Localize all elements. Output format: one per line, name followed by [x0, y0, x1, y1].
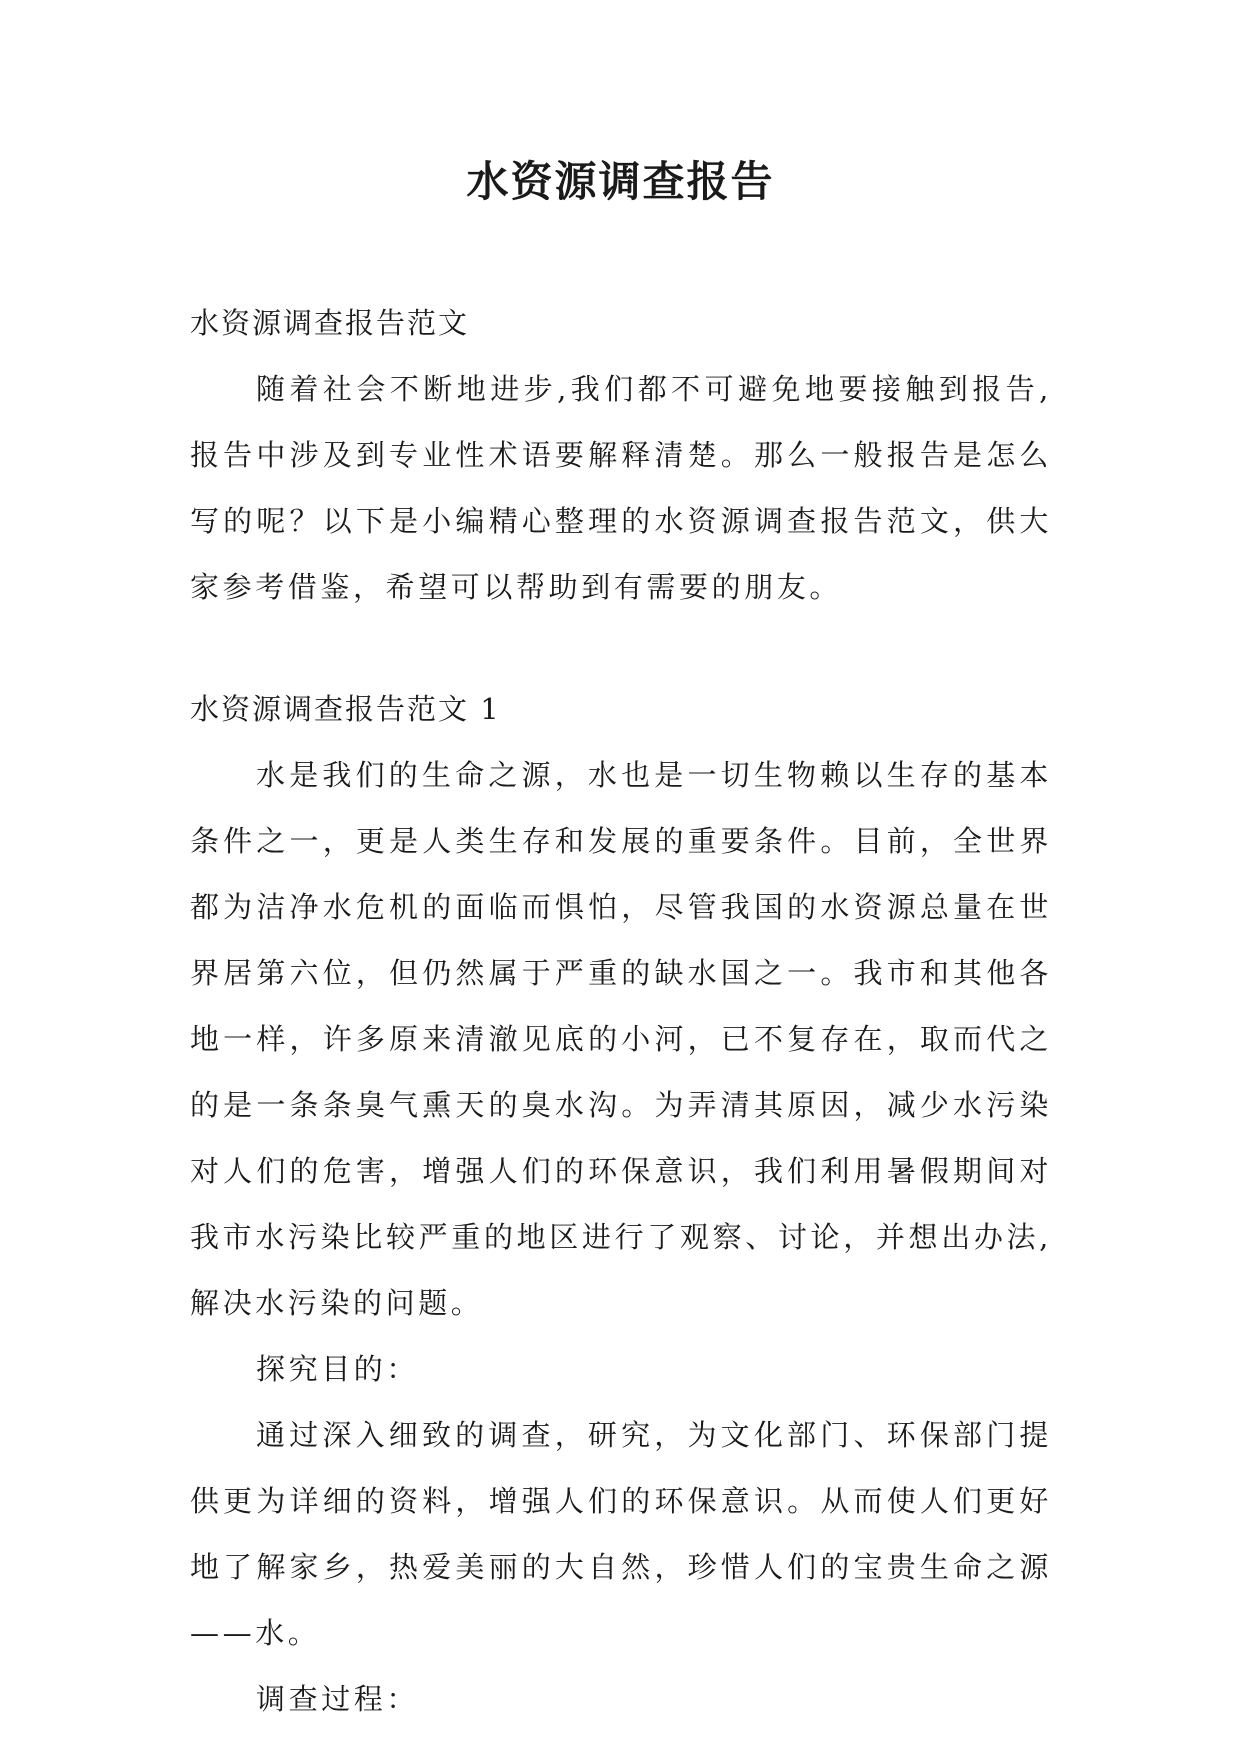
purpose-label: 探究目的：	[256, 1352, 420, 1386]
document-body	[190, 290, 1052, 1732]
intro-paragraph: 随着社会不断地进步,我们都不可避免地要接触到报告,报告中涉及到专业性术语要解释清楚。那么一般报告是怎么写的呢？以下是小编精心整理的水资源调查报告范文，供大家参考借鉴，希望可以帮助到有需要的朋友。	[190, 372, 1052, 604]
purpose-paragraph: 通过深入细致的调查，研究，为文化部门、环保部门提供更为详细的资料，增强人们的环保意识。从而使人们更好地了解家乡，热爱美丽的大自然，珍惜人们的宝贵生命之源——水。	[190, 1418, 1052, 1650]
section1-paragraph: 水是我们的生命之源，水也是一切生物赖以生存的基本条件之一，更是人类生存和发展的重要条件。目前，全世界都为洁净水危机的面临而惧怕，尽管我国的水资源总量在世界居第六位，但仍然属于严重的缺水国之一。我市和其他各地一样，许多原来清澈见底的小河，已不复存在，取而代之的是一条条臭气熏天的臭水沟。为弄清其原因，减少水污染对人们的危害，增强人们的环保意识，我们利用暑假期间对我市水污染比较严重的地区进行了观察、讨论，并想出办法,解决水污染的问题。	[190, 758, 1052, 1320]
section1-heading: 水资源调查报告范文 1	[190, 692, 501, 726]
section-spacer	[190, 620, 1052, 676]
document-title: 水资源调查报告	[466, 157, 775, 206]
intro-heading: 水资源调查报告范文	[190, 306, 470, 340]
process-label: 调查过程：	[256, 1682, 420, 1716]
